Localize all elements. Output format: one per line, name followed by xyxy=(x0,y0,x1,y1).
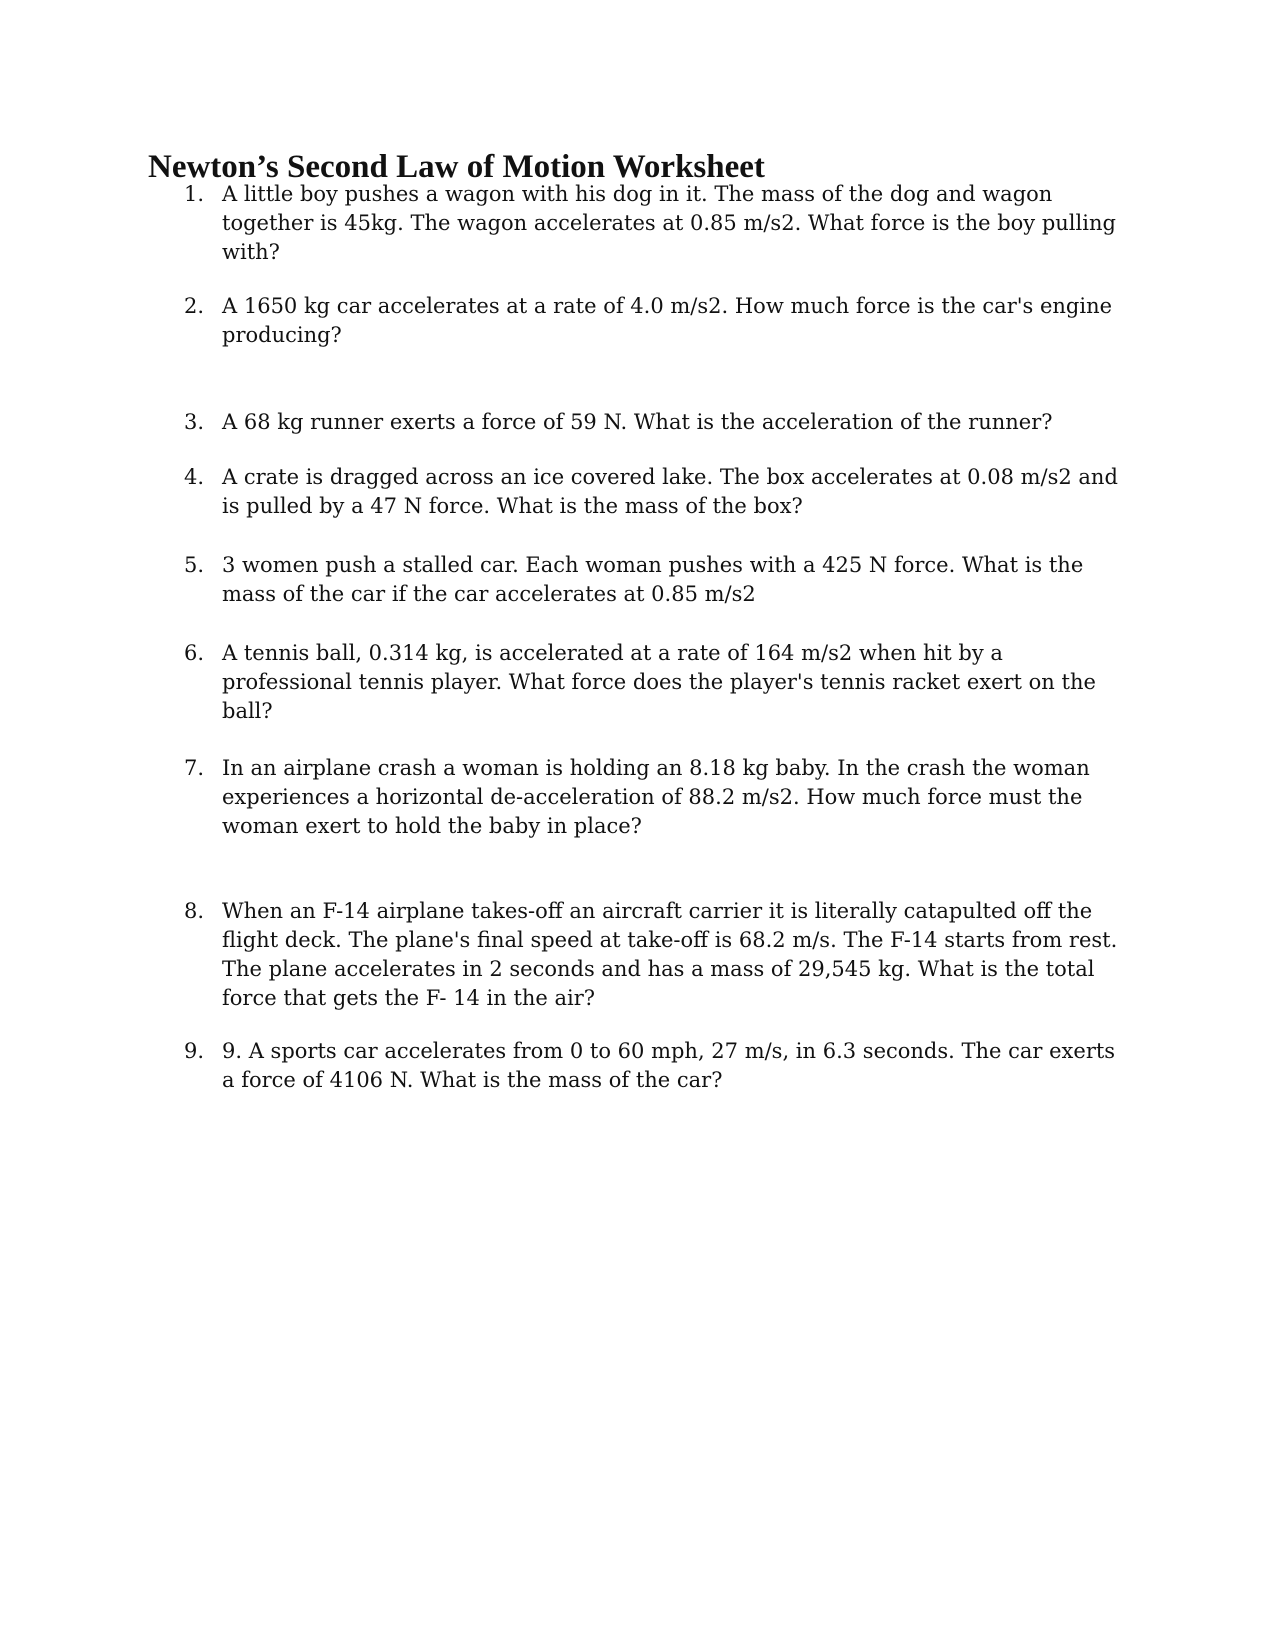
question-text: A little boy pushes a wagon with his dog in it. The mass of the dog and wagon together is 45kg. The wagon accelerates at 0.85 m/s2. What force is the boy pulling with? xyxy=(222,182,1116,264)
question-text: 9. A sports car accelerates from 0 to 60 mph, 27 m/s, in 6.3 seconds. The car exerts a force of 4106 N. What is the mass of the car? xyxy=(222,1039,1116,1092)
worksheet-title: Newton’s Second Law of Motion Worksheet xyxy=(148,149,765,185)
question-text: 3 women push a stalled car. Each woman pushes with a 425 N force. What is the mass of the car if the car accelerates at 0.85 m/s2 xyxy=(222,553,1084,606)
question-text: In an airplane crash a woman is holding an 8.18 kg baby. In the crash the woman experiences a horizontal de-acceleration of 88.2 m/s2. How much force must the woman exert to hold the baby in place? xyxy=(222,756,1090,838)
question-number: 9. xyxy=(184,1039,205,1063)
question-text: A 1650 kg car accelerates at a rate of 4.0 m/s2. How much force is the car's engine producing? xyxy=(222,294,1113,347)
question-text: A crate is dragged across an ice covered lake. The box accelerates at 0.08 m/s2 and is pulled by a 47 N force. What is the mass of the box? xyxy=(222,465,1118,518)
question-number: 2. xyxy=(184,294,205,318)
question-number: 4. xyxy=(184,465,205,489)
question-text: When an F-14 airplane takes-off an aircraft carrier it is literally catapulted off the flight deck. The plane's final speed at take-off is 68.2 m/s. The F-14 starts from rest. The plane accelerates in 2 seconds and has a mass of 29,545 kg. What is the total force that gets the F- 14 in the air? xyxy=(222,899,1118,1010)
question-text: A tennis ball, 0.314 kg, is accelerated at a rate of 164 m/s2 when hit by a professional tennis player. What force does the player's tennis racket exert on the ball? xyxy=(222,641,1096,723)
question-number: 3. xyxy=(184,410,205,434)
question-number: 7. xyxy=(184,756,205,780)
question-number: 8. xyxy=(184,899,205,923)
question-number: 5. xyxy=(184,553,205,577)
question-text: A 68 kg runner exerts a force of 59 N. What is the acceleration of the runner? xyxy=(222,410,1053,434)
question-number: 6. xyxy=(184,641,205,665)
question-number: 1. xyxy=(184,182,205,206)
